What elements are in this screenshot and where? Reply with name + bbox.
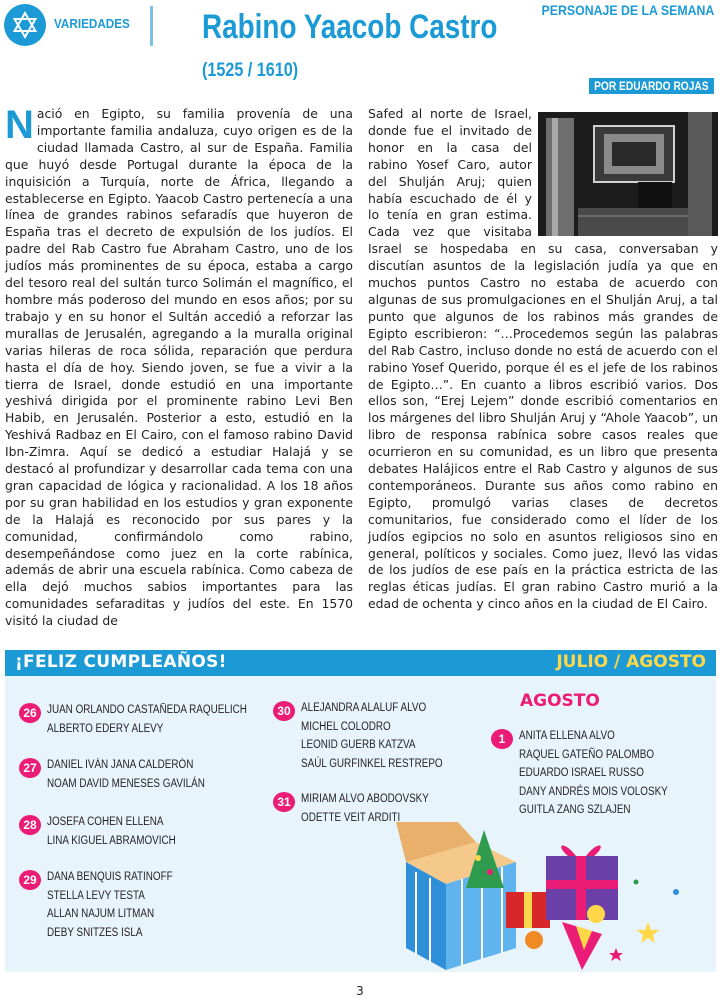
- birthday-group-27: [19, 756, 231, 793]
- birthday-group-29: [19, 868, 193, 942]
- day-badge: 31: [273, 792, 295, 812]
- name-list: [47, 813, 176, 850]
- article-years: (1525 / 1610): [202, 60, 299, 81]
- article-text-left: ació en Egipto, su familia provenía de una importante familia andaluza, cuyo origen es de la ciudad llamada Castro, al sur de España. Familia que huyó desde Portugal durante la época de la inquisición a Turquía, norte de África, llegando a establecerse en Egipto. Yaacob Castro pertenecía a una línea de grandes rabinos sefaradís que huyeron de España tras el decreto de expulsión de los judíos. El padre del Rab Castro fue Abraham Castro, uno de los judíos más prominentes de su época, estaba a cargo del tesoro real del sultán turco Solimán el magnífico, el hombre más poderoso del mundo en esos años; por su trabajo y en su honor el Sultán accedió a reforzar las murallas de Jerusalén, agregando a la muralla original varias hileras de roca sólida, reparación que perdura hasta el día de hoy. Siendo joven, se fue a vivir a la tierra de Israel, donde estudió en una importante yeshivá dirigida por el prominente rabino Levi Ben Habib, en Jerusalén. Posterior a esto, estudió en la Yeshivá Radbaz en El Cairo, con el famoso rabino David Ibn-Zimra. Aquí se dedicó a estudiar Halajá y se destacó al profundizar y desarrollar cada tema con una gran capacidad de lógica y racionalidad. A los 18 años por su gran habilidad en los estudios y gran exponente de la Halajá es reconocido por sus pares y la comunidad, confirmándolo como rabino, desempeñándose como juez en la corte rabínica, además de abrir una escuela rabínica. Como cabeza de ella dejó muchos sabios importantes para las comunidades sefaraditas y judíos del este. En 1570 visitó la ciudad de: [5, 106, 353, 629]
- birthday-name: STELLA LEVY TESTA: [47, 889, 145, 902]
- page-number: 3: [356, 984, 364, 998]
- author-byline: POR EDUARDO ROJAS: [589, 78, 714, 94]
- star-of-david-icon: [10, 10, 40, 40]
- birthday-name: RAQUEL GATEÑO PALOMBO: [519, 748, 655, 761]
- name-list: [301, 699, 443, 773]
- article-column-right: [368, 106, 718, 613]
- birthday-name: GUITLA ZANG SZLAJEN: [519, 804, 631, 817]
- header-divider: [150, 6, 153, 46]
- name-list: [519, 727, 668, 820]
- article-title: Rabino Yaacob Castro: [202, 8, 498, 46]
- birthday-title: ¡FELIZ CUMPLEAÑOS!: [15, 652, 227, 672]
- birthday-group-28: [19, 813, 197, 850]
- birthday-name: LINA KIGUEL ABRAMOVICH: [47, 834, 176, 847]
- day-badge: 30: [273, 701, 295, 721]
- agosto-heading: AGOSTO: [520, 691, 600, 711]
- section-label: VARIEDADES: [54, 16, 130, 31]
- name-list: [47, 868, 173, 942]
- birthday-group-26: [19, 701, 279, 738]
- birthday-name: DEBY SNITZES ISLA: [47, 926, 143, 939]
- birthday-name: ALBERTO EDERY ALEVY: [47, 722, 164, 735]
- synagogue-interior-photo: [538, 112, 718, 236]
- birthday-name: SAÚL GURFINKEL RESTREPO: [301, 757, 443, 770]
- day-badge: 27: [19, 758, 41, 778]
- star-of-david-logo: [4, 4, 46, 46]
- drop-cap: N: [5, 103, 34, 147]
- day-badge: 1: [491, 729, 513, 749]
- birthday-name: ALEJANDRA ALALUF ALVO: [301, 702, 427, 714]
- birthday-name: JUAN ORLANDO CASTAÑEDA RAQUELICH: [47, 704, 247, 716]
- day-badge: 26: [19, 703, 41, 723]
- birthday-group-30: [273, 699, 466, 773]
- day-badge: 28: [19, 815, 41, 835]
- birthday-name: JOSEFA COHEN ELLENA: [47, 816, 164, 828]
- column-kicker: PERSONAJE DE LA SEMANA: [541, 2, 714, 18]
- birthday-name: DANY ANDRÉS MOIS VOLOSKY: [519, 785, 668, 798]
- birthday-name: DANIEL IVÁN JANA CALDERÓN: [47, 759, 194, 771]
- birthday-name: EDUARDO ISRAEL RUSSO: [519, 767, 644, 780]
- article-column-left: [5, 103, 353, 630]
- birthday-name: ODETTE VEIT ARDITI: [301, 811, 401, 824]
- article-text-right: Safed al norte de Israel, donde fue el invitado de honor en la casa del rabino Yosef Caro, autor del Shulján Aruj; quien había escuchado de él y lo tenía en gran estima. Cada vez que visitaba Israel se hospedaba en su casa, conversaban y discutían asuntos de la legislación judía ya que en muchos puntos Castro no estaba de acuerdo con algunas de sus promulgaciones en el Shulján Aruj, a tal punto que algunos de los rabinos más grandes de Egipto escribieron: “…Procedemos según las palabras del Rab Castro, incluso donde no está de acuerdo con el rabino Yosef Querido, porque él es el jefe de los rabinos de Egipto…”. En cuanto a libros escribió varios. Dos ellos son, “Erej Lejem” donde escribió comentarios en los márgenes del libro Shulján Aruj y “Ahole Yaacob”, un libro de responsa rabínica sobre casos reales que ocurrieron en su comunidad, es un libro que presenta debates Halájicos entre el Rab Castro y algunos de sus contemporáneos. Durante sus años como rabino en Egipto, promulgó varias clases de decretos comunitarios, fue considerado como el líder de los judíos egipcios no solo en asuntos religiosos sino en general, políticos y sociales. Como juez, llevó las vidas de los judíos de ese país en la práctica estricta de las reglas éticas judías. El gran rabino Castro murió a la edad de ochenta y cinco años en la ciudad de El Cairo.: [368, 106, 718, 612]
- name-list: [47, 756, 205, 793]
- birthday-name: ALLAN NAJUM LITMAN: [47, 908, 155, 921]
- birthday-name: MIRIAM ALVO ABODOVSKY: [301, 793, 429, 805]
- birthday-months: JULIO / AGOSTO: [556, 652, 706, 672]
- day-badge: 29: [19, 870, 41, 890]
- birthday-name: LEONID GUERB KATZVA: [301, 739, 416, 752]
- birthday-name: MICHEL COLODRO: [301, 720, 391, 733]
- gift-boxes-illustration: [386, 822, 716, 972]
- birthday-name: ANITA ELLENA ALVO: [519, 730, 615, 742]
- birthday-header-bar: [5, 650, 716, 676]
- name-list: [47, 701, 247, 738]
- birthday-group-agosto-1: [491, 727, 692, 820]
- birthday-name: NOAM DAVID MENESES GAVILÁN: [47, 777, 205, 790]
- birthday-name: DANA BENQUIS RATINOFF: [47, 871, 173, 883]
